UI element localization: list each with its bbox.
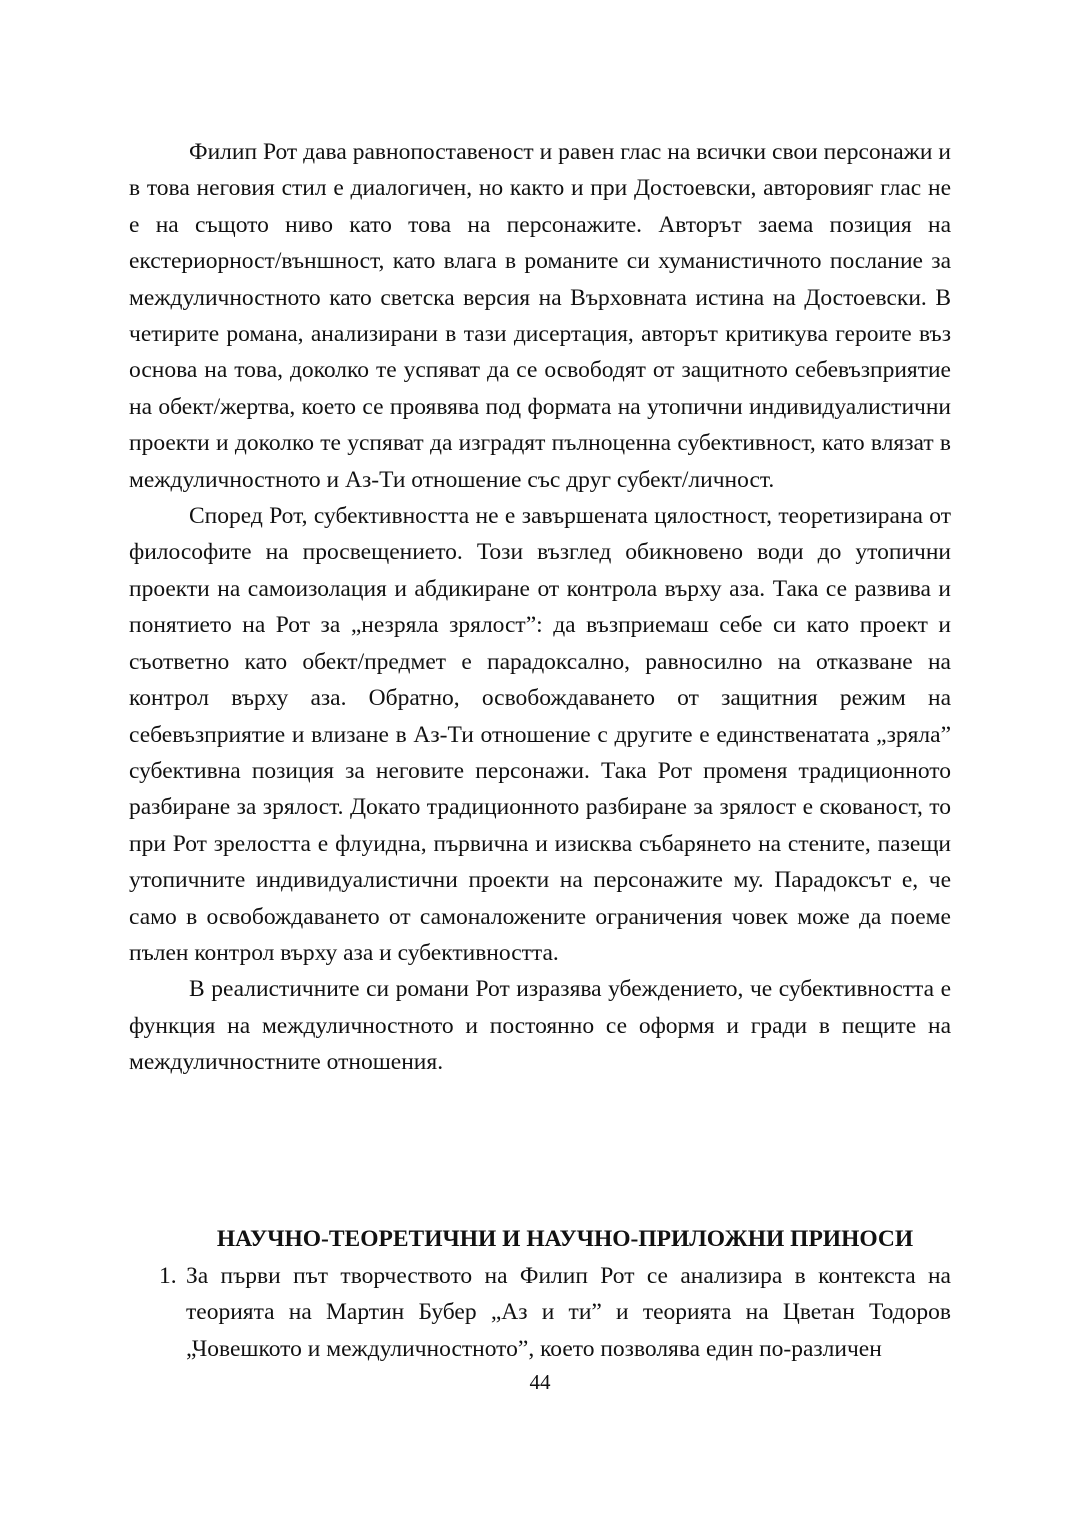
list-item-text: За първи път творчеството на Филип Рот се анализира в контекста на теорията на Мартин Бубер „Аз и ти” и теорията на Цветан Тодоров „Човешкото и междуличностното”, което позволява един по-различен bbox=[186, 1263, 951, 1362]
paragraph-2: Според Рот, субективността не е завършената цялостност, теоретизирана от философите на просвещението. Този възглед обикновено води до утопични проекти на самоизолация и абдикиране от контрола върху аза. Така се развива и понятието на Рот за „незряла зрялост”: да възприемаш себе си като проект и съответно като обект/предмет е парадоксално, равносилно на отказване на контрол върху аза. Обратно, освобождаването от защитния режим на себевъзприятие и влизане в Аз-Ти отношение с другите е единственатата „зряла” субективна позиция за неговите персонажи. Така Рот променя традиционното разбиране за зрялост. Докато традиционното разбиране за зрялост е скованост, то при Рот зрелостта е флуидна, първична и изисква събарянето на стените, пазещи утопичните индивидуалистични проекти на персонажите му. Парадоксът е, че само в освобождаването от самоналожените ограничения човек може да поеме пълен контрол върху аза и субективността. bbox=[129, 503, 951, 966]
contributions-list bbox=[129, 1258, 951, 1367]
list-item bbox=[129, 1258, 951, 1367]
body-text bbox=[129, 134, 951, 1081]
section-heading: НАУЧНО-ТЕОРЕТИЧНИ И НАУЧНО-ПРИЛОЖНИ ПРИНОСИ bbox=[216, 1226, 914, 1252]
list-item-number: 1. bbox=[159, 1263, 177, 1289]
paragraph-3: В реалистичните си романи Рот изразява убеждението, че субективността е функция на междуличностното и постоянно се оформя и гради в пещите на междуличностните отношения. bbox=[129, 976, 951, 1076]
page-number: 44 bbox=[529, 1370, 551, 1394]
paragraph-1: Филип Рот дава равнопоставеност и равен глас на всички свои персонажи и в това неговия стил е диалогичен, но както и при Достоевски, авторовияг глас не е на същото ниво като това на персонажите. Авторът заема позиция на екстериорност/външност, като влага в романите си хуманистичното послание за междуличностното като светска версия на Върховната истина на Достоевски. В четирите романа, анализирани в тази дисертация, авторът критикува героите въз основа на това, доколко те успяват да се освободят от защитното себевъзприятие на обект/жертва, което се проявява под формата на утопични индивидуалистични проекти и доколко те успяват да изградят пълноценна субективност, като влязат в междуличностното и Аз-Ти отношение със друг субект/личност. bbox=[129, 139, 951, 493]
